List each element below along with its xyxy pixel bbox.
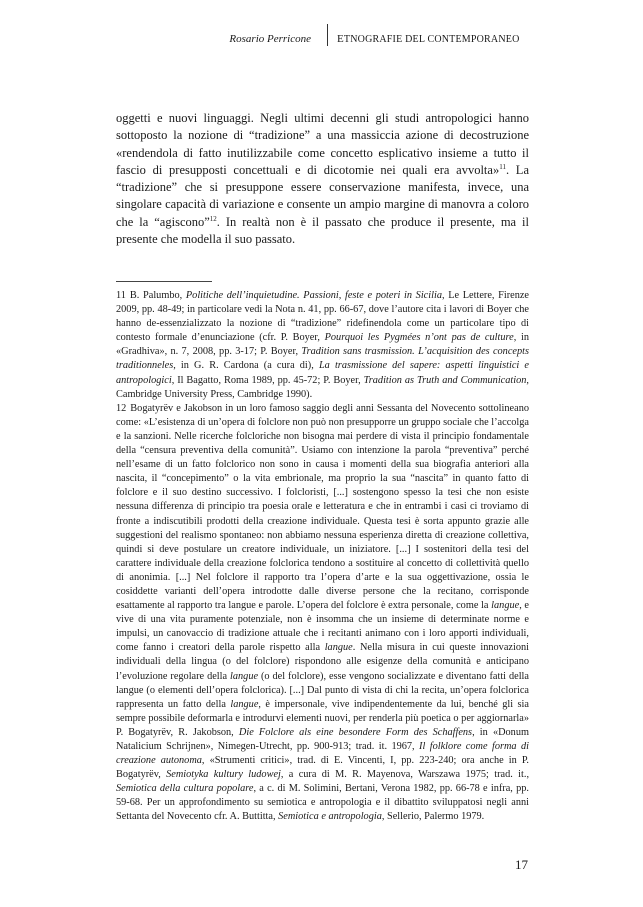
body-text-part: oggetti e nuovi linguaggi. Negli ultimi decenni gli studi antropologici hanno sottoposto la nozione di “tradizione” a una massiccia azione di decostruzione «rendendola di fatto inutilizzabile come concetto esplicativo insieme a tutto il fascio di presupposti concettuali e di dicotomie nei quali era avvolta» bbox=[116, 111, 529, 177]
footnote-title: La trasmissione del sapere: aspetti linguistici e antropologici bbox=[116, 360, 529, 386]
header-divider bbox=[327, 24, 328, 46]
footnote-text: B. Palumbo, bbox=[129, 290, 186, 301]
header-series-rest: TNOGRAFIE DEL CONTEMPORANEO bbox=[343, 34, 520, 45]
footnote-title: Tradition as Truth and Communication bbox=[363, 374, 527, 386]
footnote-term: langue bbox=[230, 670, 259, 682]
footnote-title: Semiotica e antropologia bbox=[278, 811, 382, 823]
footnote-text: , in «Gradhiva», n. 7, 2008, pp. 3-17; P. Boyer, bbox=[116, 332, 529, 358]
footnote-text: , Sellerio, Palermo 1979. bbox=[381, 811, 485, 823]
page-number: 17 bbox=[515, 857, 528, 872]
footnotes bbox=[116, 289, 529, 825]
footnote-title: Semiotyka kultury ludowej bbox=[166, 769, 281, 781]
footnote-title: Pourquoi les Pygmées n’ont pas de culture bbox=[324, 332, 514, 344]
footnote-text: , in G. R. Cardona (a cura di), bbox=[173, 360, 319, 372]
footnote-text: (o del folclore), esse vengono socializzate e diventano fatti della langue (o elementi dell’opera folclorica). [...] Dal punto di vista di chi la recita, un’opera folclorica rappresenta un fatto della bbox=[116, 670, 529, 710]
footnote-text: , è impersonale, vive indipendentemente da lui, benché gli sia sempre possibile deformarla e introdurvi elementi nuovi, per renderla più poetica o per aggiornarla» P. Bogatyrëv, R. Jakobson, bbox=[116, 698, 529, 738]
footnote-term: langue bbox=[324, 642, 353, 654]
footnote-term: langue bbox=[230, 698, 259, 710]
footnote-text: Bogatyrëv e Jakobson in un loro famoso saggio degli anni Sessanta del Novecento sottolineano come: «L’esistenza di un’opera di folclore non può non presupporre un gruppo sociale che l’accolga e la sanzioni. Nelle ricerche folcloriche non bisogna mai perdere di vista il principio fondamentale della “censura preventiva della comunità”. Usiamo con intenzione la parola “preventiva” perché nell’esame di un fatto folclorico non sono in causa i momenti della sua biografia anteriori alla nascita, il “concepimento” o la vita embrionale, ma proprio la sua “nascita” in quanto fatto di folclore e il suo destino successivo. I folcloristi, [...] sostengono spesso la tesi che non esiste nessuna differenza di principio tra poesia orale e letteratura e che in entrambi i casi ci troviamo di fronte a indiscutibili prodotti della creazione individuale. Questa tesi è sorta appunto grazie alle suggestioni del realismo spontaneo: non abbiamo nessuna esperienza diretta di creazione collettiva, quindi si deve postulare un creatore individuale, un iniziatore. [...] I sostenitori della tesi del carattere individuale della creazione folclorica tendono a sostituire al concetto di collettività quello di anonimia. [...] Nel folclore il rapporto tra l’opera d’arte e la sua oggettivazione, ossia le cosiddette varianti dell’opera introdotte dalle diverse persone che la recitano, corrisponde esattamente al rapporto tra langue e parole. L’opera del folclore è extra personale, come la bbox=[116, 402, 529, 612]
footnote-separator bbox=[116, 281, 212, 282]
footnote-text: , a c. di M. Solimini, Bertani, Verona 1982, pp. 66-78 e infra, pp. 59-68. Per un approfondimento su semiotica e antropologia e il dibattito sviluppatosi negli anni Settanta del Novecento cfr. A. Buttitta, bbox=[116, 783, 529, 823]
footnote-term: langue bbox=[491, 600, 520, 612]
footnote-text: . Nella misura in cui queste innovazioni individuali della lingua (o del folclore) rispondono alle esigenze della comunità e anticipano l’evoluzione regolare della bbox=[116, 642, 529, 682]
body-paragraph bbox=[116, 110, 529, 248]
footnote-number: 12 bbox=[116, 402, 127, 414]
footnote-11 bbox=[116, 289, 529, 402]
header-series-initial: E bbox=[337, 33, 344, 45]
footnote-text: , in «Donum Natalicium Schrijnen», Nimegen-Utrecht, pp. 900-913; trad. it. 1967, bbox=[116, 726, 529, 752]
header-author: Rosario Perricone bbox=[229, 33, 311, 45]
footnote-title: Il folklore come forma di creazione autonoma bbox=[116, 741, 529, 767]
footnote-title: Tradition sans trasmission. L’acquisition des concepts traditionneles bbox=[116, 346, 529, 372]
body-text-part: . In realtà non è il passato che produce il presente, ma il presente che modella il suo passato. bbox=[116, 214, 529, 247]
footnote-ref-11[interactable]: 11 bbox=[499, 162, 506, 171]
footnote-12 bbox=[116, 402, 529, 825]
body-text-part: . La “tradizione” che si presuppone essere conservazione manifesta, invece, una singolare capacità di variazione e consente un ampio margine di manovra a coloro che la “agiscono” bbox=[116, 162, 529, 229]
footnote-text: , Le Lettere, Firenze 2009, pp. 48-49; in particolare vedi la Nota n. 41, pp. 66-67, dove l’autore cita i lavori di Boyer che hanno de-essenzializzato la nozione di “tradizione” ridefinendola come un particolare tipo di contesto formale d’enunciazione (cfr. P. Boyer, bbox=[116, 290, 529, 344]
footnote-number: 11 bbox=[116, 290, 126, 301]
header-series-title bbox=[337, 33, 520, 45]
footnote-text: , Il Bagatto, Roma 1989, pp. 45-72; P. Boyer, bbox=[171, 374, 364, 386]
footnote-title: Semiotica della cultura popolare bbox=[116, 783, 254, 795]
footnote-title: Politiche dell’inquietudine. Passioni, feste e poteri in Sicilia bbox=[185, 290, 442, 301]
footnote-text: , e vive di una vita puramente potenziale, non è insomma che un insieme di determinate norme e impulsi, un canovaccio di tradizione attuale che i recitanti animano con i loro apporti individuali, come fanno i creatori della parole rispetto alla bbox=[116, 600, 529, 654]
footnote-title: Die Folclore als eine besondere Form des Schaffens bbox=[238, 726, 473, 738]
footnote-ref-12[interactable]: 12 bbox=[209, 214, 217, 223]
footnote-text: , «Strumenti critici», trad. di E. Vincenti, I, pp. 223-240; ora anche in P. Bogatyrëv, bbox=[116, 755, 529, 781]
footnote-text: , a cura di M. R. Mayenova, Warszawa 1975; trad. it., bbox=[280, 769, 530, 781]
footnote-text: , Cambridge University Press, Cambridge 1990). bbox=[116, 374, 529, 400]
